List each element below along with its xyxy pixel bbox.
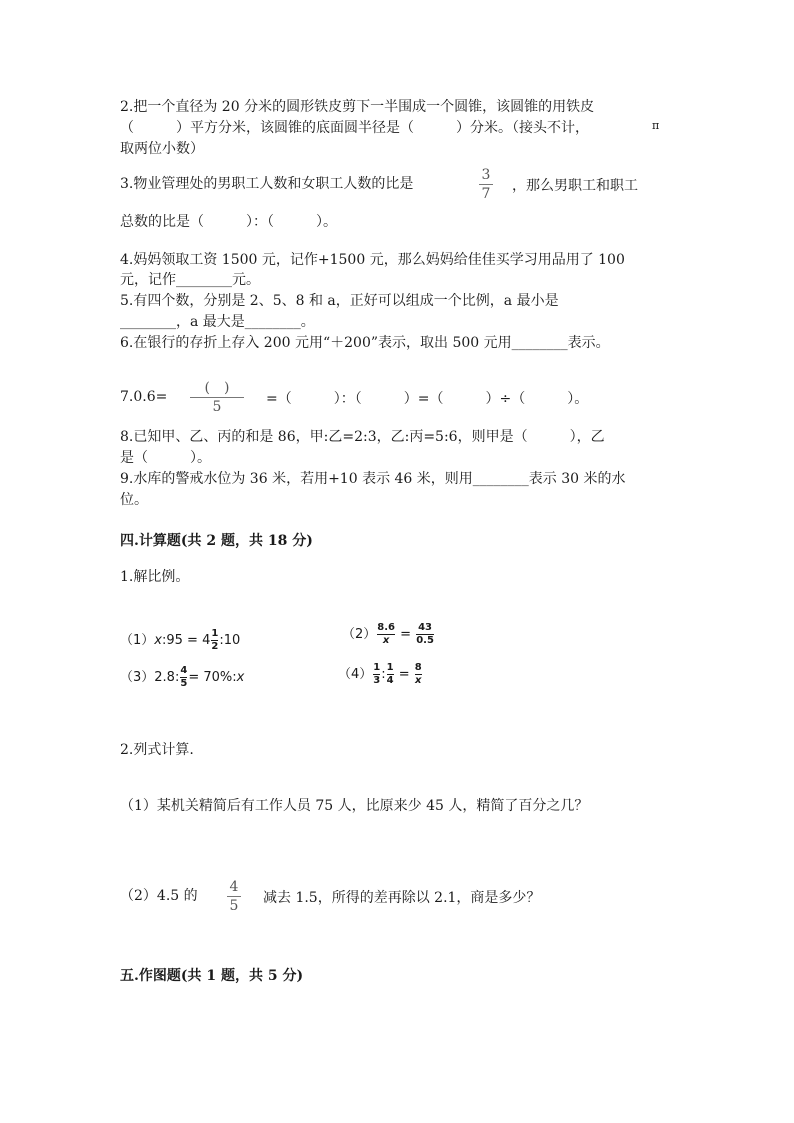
proportion-4-c-den: x [415, 675, 422, 686]
proportion-4-frac-b [387, 662, 394, 687]
q8-line2: 是（ ）。 [120, 450, 211, 466]
pi-symbol: π [652, 119, 660, 132]
proportion-3-frac [180, 665, 187, 690]
calc2-title: 2.列式计算. [120, 742, 194, 758]
proportion-4 [338, 662, 423, 687]
proportion-1-label: （1） [120, 633, 155, 648]
proportion-2-right-den: 0.5 [416, 635, 434, 646]
proportion-4-eq: = [398, 667, 410, 682]
calc2-sub2-prefix: （2）4.5 的 [120, 888, 198, 904]
proportion-3-frac-den: 5 [180, 678, 188, 689]
q6-line1: 6.在银行的存折上存入 200 元用“＋200”表示，取出 500 元用________表示。 [120, 335, 610, 351]
proportion-2 [342, 622, 435, 647]
calc2-sub2-suffix: 减去 1.5，所得的差再除以 2.1，商是多少？ [263, 890, 541, 906]
q7-frac-den: 5 [212, 399, 222, 415]
q9-line2: 位。 [120, 492, 148, 508]
proportion-1-frac [211, 628, 218, 653]
proportion-1-mid: :95 = 4 [161, 633, 211, 648]
proportion-1 [120, 628, 240, 653]
section5-title: 五.作图题(共 1 题，共 5 分) [120, 968, 304, 984]
calc2-fraction [227, 879, 241, 914]
q4-line1: 4.妈妈领取工资 1500 元，记作+1500 元，那么妈妈给佳佳买学习用品用了 100 [120, 252, 625, 268]
section4-title: 四.计算题(共 2 题，共 18 分) [120, 533, 313, 549]
q8-line1: 8.已知甲、乙、丙的和是 86，甲:乙=2:3，乙:丙=5:6，则甲是（ ），乙 [120, 429, 605, 445]
q7-fraction [190, 380, 244, 415]
q4-line2: 元，记作________元。 [120, 272, 260, 288]
proportion-3-post: = 70%: [188, 670, 237, 685]
proportion-1-var: x [154, 633, 162, 648]
proportion-3-label: （3） [120, 670, 155, 685]
q7-frac-num: ( ) [204, 380, 230, 396]
calc2-sub1: （1）某机关精简后有工作人员 75 人，比原来少 45 人，精简了百分之几？ [120, 798, 589, 814]
proportion-4-label: （4） [338, 667, 373, 682]
proportion-4-colon: : [381, 667, 386, 682]
proportion-2-label: （2） [342, 627, 377, 642]
q3-frac-bar [479, 184, 493, 185]
q2-line3: 取两位小数） [120, 141, 204, 157]
q5-line1: 5.有四个数，分别是 2、5、8 和 a，正好可以组成一个比例，a 最小是 [120, 293, 559, 309]
proportion-2-eq: = [400, 627, 412, 642]
proportion-2-left-den: x [382, 635, 390, 646]
proportion-2-left-num: 8.6 [377, 622, 395, 633]
proportion-4-frac-a [373, 662, 380, 687]
proportion-4-a-den: 3 [373, 675, 381, 686]
q3-suffix: ，那么男职工和职工 [512, 178, 638, 194]
calc2-frac-num: 4 [229, 879, 239, 895]
q3-fraction [479, 167, 493, 202]
proportion-4-c-num: 8 [414, 662, 422, 673]
proportion-4-a-num: 1 [373, 662, 381, 673]
q3-prefix: 3.物业管理处的男职工人数和女职工人数的比是 [120, 176, 414, 192]
calc1-title: 1.解比例。 [120, 569, 190, 585]
proportion-3 [120, 665, 244, 690]
q7-prefix: 7.0.6= [120, 389, 168, 405]
proportion-3-var: x [236, 670, 245, 685]
q9-line1: 9.水库的警戒水位为 36 米，若用+10 表示 46 米，则用________表示 30 米的水 [120, 471, 626, 487]
proportion-4-b-den: 4 [386, 675, 394, 686]
proportion-1-post: :10 [219, 633, 241, 648]
proportion-3-frac-num: 4 [180, 665, 188, 676]
proportion-2-right-frac [416, 622, 434, 647]
q5-line2: ________，a 最大是________。 [120, 314, 315, 330]
proportion-4-b-num: 1 [386, 662, 394, 673]
calc2-frac-bar [227, 896, 241, 897]
q3-line2: 总数的比是（ ）：（ ）。 [120, 214, 337, 230]
q2-line2: （ ）平方分米，该圆锥的底面圆半径是（ ）分米。（接头不计， [120, 120, 589, 136]
proportion-2-left-frac [377, 622, 395, 647]
q3-frac-den: 7 [481, 186, 491, 202]
q2-line1: 2.把一个直径为 20 分米的圆形铁皮剪下一半围成一个圆锥，该圆锥的用铁皮 [120, 99, 595, 115]
calc2-frac-den: 5 [229, 898, 239, 914]
q7-suffix: =（ ）：（ ）=（ ）÷（ ）。 [266, 391, 589, 407]
proportion-3-pre: 2.8: [154, 670, 180, 685]
proportion-1-frac-num: 1 [211, 628, 219, 639]
q7-frac-bar [190, 397, 244, 398]
proportion-4-frac-c [415, 662, 422, 687]
proportion-2-right-num: 43 [418, 622, 432, 633]
proportion-1-frac-den: 2 [211, 641, 219, 652]
q3-frac-num: 3 [481, 167, 491, 183]
